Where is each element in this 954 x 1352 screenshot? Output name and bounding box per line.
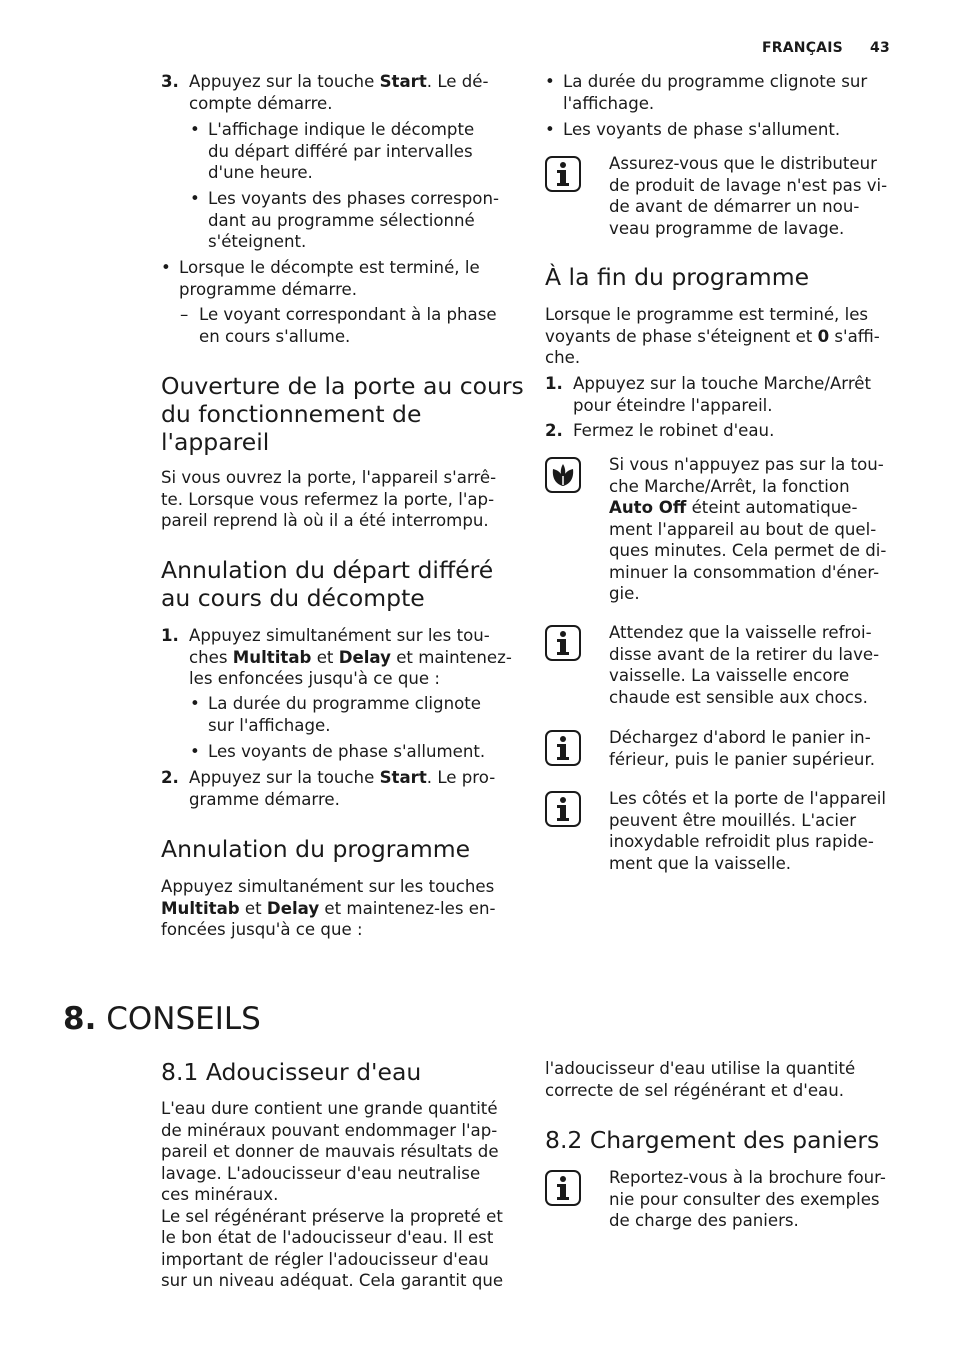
- water-softener-text-cont: l'adoucisseur d'eau utilise la quantité correcte de sel régénérant et d'eau.: [545, 1059, 856, 1100]
- page-number: 43: [870, 40, 890, 56]
- water-softener-text: L'eau dure contient une grande quantité de minéraux pouvant endommager l'ap- pareil et donner de mauvais résultats de lavage. L'adoucisseur d'eau neutralise ces minéraux. Le sel régénérant préserve la propreté et le bon état de l'adoucisseur d'eau. Il est important de régler l'adoucisseur d'eau sur un niveau adéquat. Cela garantit que: [161, 1099, 504, 1290]
- step-3: 3. Appuyez sur la touche Start. Le dé- compte démarre.: [161, 72, 489, 113]
- phase-light-dash: – Le voyant correspondant à la phase en cours s'allume.: [180, 305, 497, 346]
- cancel-step-2: 2. Appuyez sur la touche Start. Le pro- gramme démarre.: [161, 768, 496, 809]
- countdown-end-bullet: • Lorsque le décompte est terminé, le programme démarre.: [161, 258, 480, 299]
- door-opening-text: Si vous ouvrez la porte, l'appareil s'arrê- te. Lorsque vous refermez la porte, l'ap- pareil reprend là où il a été interrompu.: [161, 468, 497, 530]
- right-bullet-2: • Les voyants de phase s'allument.: [545, 120, 841, 139]
- cancel-step-1: 1. Appuyez simultanément sur les tou- ches Multitab et Delay et maintenez- les enfoncées jusqu'à ce que :: [161, 626, 512, 688]
- info-icon: [545, 791, 581, 827]
- note-detergent: Assurez-vous que le distributeur de produit de lavage n'est pas vi- de avant de démarrer un nou- veau programme de lavage.: [609, 154, 888, 238]
- step-3-bullet-1: • L'affichage indique le décompte du départ différé par intervalles d'une heure.: [190, 120, 475, 182]
- right-bullet-1: • La durée du programme clignote sur l'affichage.: [545, 72, 868, 113]
- info-icon: [545, 156, 581, 192]
- heading-cancel-program: Annulation du programme: [161, 835, 471, 863]
- info-icon: [545, 1170, 581, 1206]
- note-unload-order: Déchargez d'abord le panier in- férieur, puis le panier supérieur.: [609, 728, 876, 769]
- cancel-program-text: Appuyez simultanément sur les touches Multitab et Delay et maintenez-les en- foncées jusqu'à ce que :: [161, 877, 496, 939]
- note-wet-sides: Les côtés et la porte de l'appareil peuvent être mouillés. L'acier inoxydable refroidit plus rapide- ment que la vaisselle.: [609, 789, 887, 873]
- cancel-bullet-2: • Les voyants de phase s'allument.: [190, 742, 486, 761]
- heading-end-of-program: À la fin du programme: [545, 263, 810, 291]
- end-step-2: 2. Fermez le robinet d'eau.: [545, 421, 775, 440]
- step-3-bullet-2: • Les voyants des phases correspon- dant au programme sélectionné s'éteignent.: [190, 189, 499, 251]
- eco-leaf-icon: [545, 457, 581, 493]
- heading-8-1: 8.1 Adoucisseur d'eau: [161, 1058, 422, 1086]
- section-8-title: 8. CONSEILS: [63, 1001, 261, 1037]
- note-loading-brochure: Reportez-vous à la brochure four- nie pour consulter des exemples de charge des paniers.: [609, 1168, 886, 1230]
- heading-8-2: 8.2 Chargement des paniers: [545, 1126, 880, 1154]
- heading-door-opening: Ouverture de la porte au cours du fonctionnement de l'appareil: [161, 372, 524, 456]
- heading-cancel-delay: Annulation du départ différé au cours du décompte: [161, 556, 494, 612]
- note-auto-off: Si vous n'appuyez pas sur la tou- che Marche/Arrêt, la fonction Auto Off éteint automatique- ment l'appareil au bout de quel- ques minutes. Cela permet de di- minuer la consommation d'éner- gie.: [609, 455, 887, 603]
- info-icon: [545, 730, 581, 766]
- note-cooling: Attendez que la vaisselle refroi- disse avant de la retirer du lave- vaisselle. La vaisselle encore chaude est sensible aux chocs.: [609, 623, 880, 707]
- page-header-language: FRANÇAIS: [762, 40, 843, 56]
- cancel-bullet-1: • La durée du programme clignote sur l'affichage.: [190, 694, 481, 735]
- info-icon: [545, 625, 581, 661]
- end-step-1: 1. Appuyez sur la touche Marche/Arrêt pour éteindre l'appareil.: [545, 374, 871, 415]
- end-program-text: Lorsque le programme est terminé, les voyants de phase s'éteignent et 0 s'affi- che.: [545, 305, 880, 367]
